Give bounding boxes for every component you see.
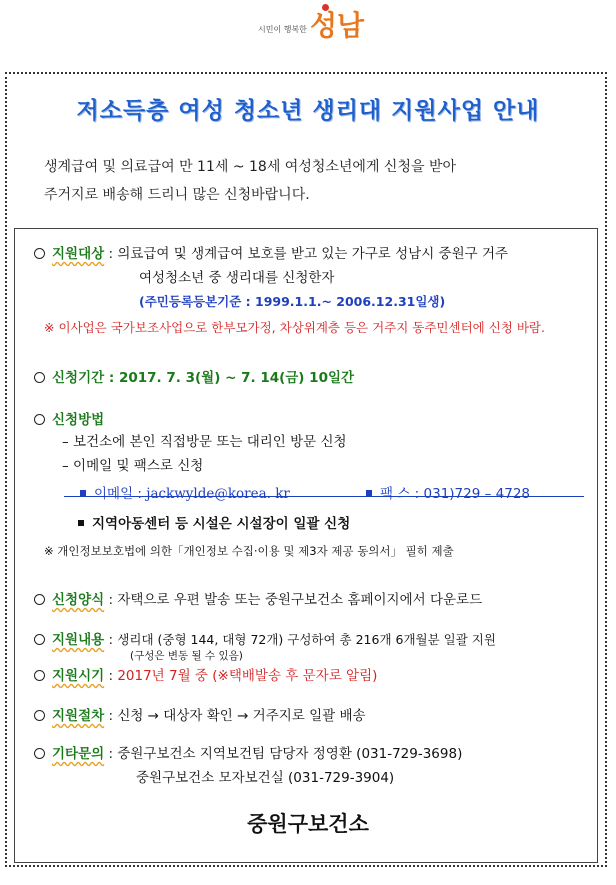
fax-line bbox=[366, 482, 530, 502]
target-note: ※ 이사업은 국가보조사업으로 한부모가정, 차상위계층 등은 거주지 동주민센터에 신청 바람. bbox=[44, 320, 545, 335]
timing-label: 지원시기 bbox=[52, 668, 105, 684]
fax-label: 팩 스 : bbox=[380, 486, 420, 502]
privacy-note: ※ 개인정보보호법에 의한「개인정보 수집·이용 및 제3자 제공 동의서」 필히 제출 bbox=[44, 544, 454, 558]
intro-line-1: 생계급여 및 의료급여 만 11세 ~ 18세 여성청소년에게 신청을 받아 bbox=[44, 159, 456, 175]
content-label: 지원내용 bbox=[52, 632, 105, 648]
circle-bullet-icon bbox=[34, 594, 45, 605]
target-label: 지원대상 bbox=[52, 246, 105, 262]
circle-bullet-icon bbox=[34, 710, 45, 721]
method-row bbox=[34, 408, 104, 428]
procedure-value: 신청 → 대상자 확인 → 거주지로 일괄 배송 bbox=[117, 708, 366, 724]
period-label: 신청기간 bbox=[52, 370, 105, 386]
inquiry-line-2: 중원구보건소 모자보건실 (031-729-3904) bbox=[136, 770, 395, 786]
circle-bullet-icon bbox=[34, 248, 45, 259]
circle-bullet-icon bbox=[34, 414, 45, 425]
target-line-1: 의료급여 및 생계급여 보호를 받고 있는 가구로 성남시 중원구 거주 bbox=[117, 246, 509, 262]
inquiry-line-1: 중원구보건소 지역보건팀 담당자 정영환 (031-729-3698) bbox=[117, 746, 463, 762]
period-row: 신청기간 : 2017. 7. 3(월) ~ 7. 14(금) 10일간 bbox=[34, 366, 354, 386]
target-row: 지원대상 : 의료급여 및 생계급여 보호를 받고 있는 가구로 성남시 중원구 거주 bbox=[34, 242, 508, 262]
city-logo bbox=[0, 4, 616, 50]
circle-bullet-icon bbox=[34, 372, 45, 383]
page-title: 저소득층 여성 청소년 생리대 지원사업 안내 bbox=[76, 98, 540, 124]
content-value: 생리대 (중형 144, 대형 72개) 구성하여 총 216개 6개월분 일괄 지원 bbox=[117, 632, 496, 647]
circle-bullet-icon bbox=[34, 748, 45, 759]
procedure-row: 지원절차 : 신청 → 대상자 확인 → 거주지로 일괄 배송 bbox=[34, 704, 366, 724]
inquiry-label: 기타문의 bbox=[52, 746, 105, 762]
circle-bullet-icon bbox=[34, 670, 45, 681]
logo-name: 성남 bbox=[310, 9, 365, 42]
timing-value: 2017년 7월 중 (※택배발송 후 문자로 알림) bbox=[117, 668, 378, 684]
intro-line-2: 주거지로 배송해 드리니 많은 신청바랍니다. bbox=[44, 187, 310, 203]
target-birth-range: (주민등록등본기준 : 1999.1.1.~ 2006.12.31일생) bbox=[139, 294, 446, 309]
form-label: 신청양식 bbox=[52, 592, 105, 608]
email-line bbox=[80, 482, 290, 502]
email-address[interactable]: jackwylde@korea. kr bbox=[146, 486, 290, 502]
email-label: 이메일 : bbox=[94, 486, 142, 502]
form-row: 신청양식 : 자택으로 우편 발송 또는 중원구보건소 홈페이지에서 다운로드 bbox=[34, 588, 482, 608]
period-value: 2017. 7. 3(월) ~ 7. 14(금) 10일간 bbox=[118, 370, 355, 386]
method-item-visit: – 보건소에 본인 직접방문 또는 대리인 방문 신청 bbox=[62, 434, 347, 450]
footer-org: 중원구보건소 bbox=[247, 812, 369, 836]
square-bullet-icon bbox=[78, 520, 84, 526]
circle-bullet-icon bbox=[34, 634, 45, 645]
procedure-label: 지원절차 bbox=[52, 708, 105, 724]
method-item-email-fax: – 이메일 및 팩스로 신청 bbox=[62, 458, 204, 474]
inquiry-row: 기타문의 : 중원구보건소 지역보건팀 담당자 정영환 (031-729-3698) bbox=[34, 742, 462, 762]
content-row: 지원내용 : 생리대 (중형 144, 대형 72개) 구성하여 총 216개 6개월분 일괄 지원 bbox=[34, 628, 496, 648]
facility-text: 지역아동센터 등 시설은 시설장이 일괄 신청 bbox=[92, 516, 351, 532]
method-label: 신청방법 bbox=[52, 412, 105, 428]
target-line-2: 여성청소년 중 생리대를 신청한자 bbox=[139, 270, 335, 286]
logo-tagline: 시민이 행복한 bbox=[258, 25, 307, 34]
fax-number: 031)729 – 4728 bbox=[423, 486, 531, 502]
timing-row: 지원시기 : 2017년 7월 중 (※택배발송 후 문자로 알림) bbox=[34, 664, 377, 684]
content-note: (구성은 변동 될 수 있음) bbox=[130, 650, 243, 662]
facility-line bbox=[78, 512, 350, 532]
form-value: 자택으로 우편 발송 또는 중원구보건소 홈페이지에서 다운로드 bbox=[117, 592, 483, 608]
divider bbox=[64, 496, 584, 497]
